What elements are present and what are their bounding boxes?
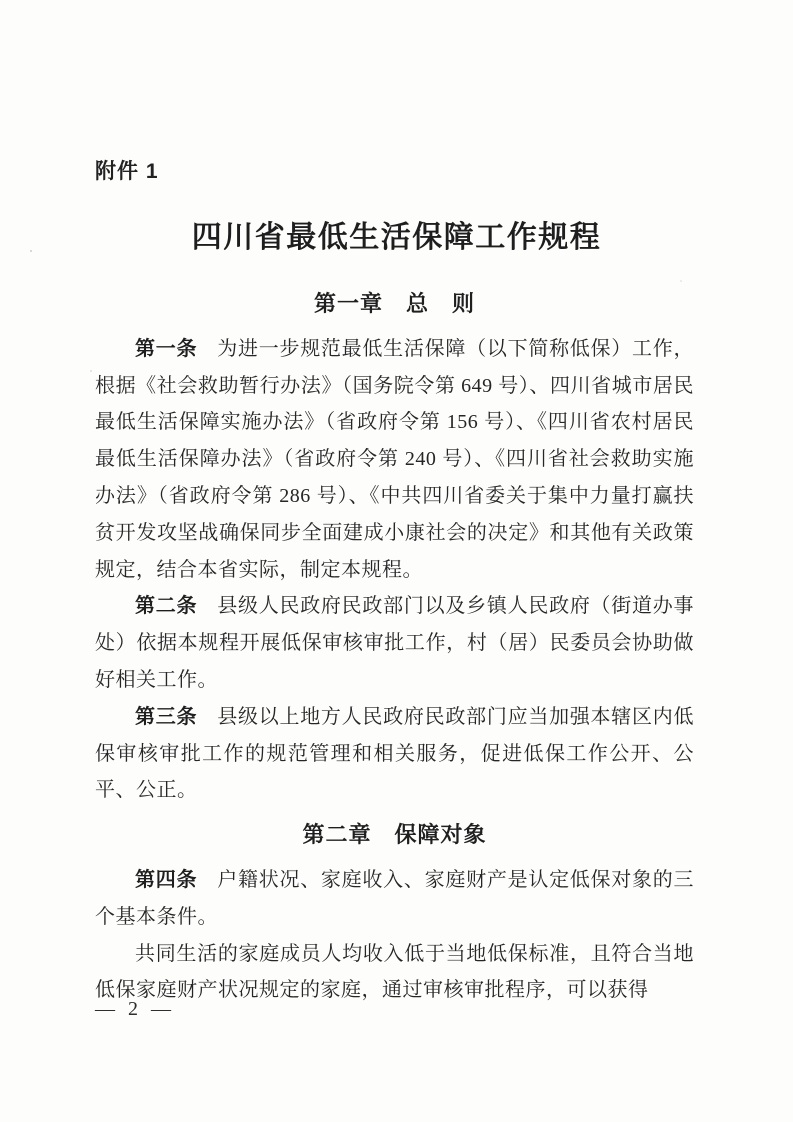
- article-4-paragraph: [95, 862, 694, 936]
- attachment-label: 附件 1: [95, 160, 159, 183]
- article-1-label: 第一条: [135, 337, 198, 360]
- document-body: [95, 278, 694, 1009]
- article-1-text: 为进一步规范最低生活保障（以下简称低保）工作，根据《社会救助暂行办法》（国务院令第 649 号）、四川省城市居民最低生活保障实施办法》（省政府令第 156 号）、《四川省农村居民最低生活保障办法》（省政府令第 240 号）、《四川省社会救助实施办法》（省政府令第 286 号）、《中共四川省委关于集中力量打赢扶贫开发攻坚战确保同步全面建成小康社会的决定》和其他有关政策规定，结合本省实际，制定本规程。: [95, 337, 695, 581]
- page-number: — 2 —: [95, 998, 175, 1020]
- article-4-label: 第四条: [135, 868, 198, 891]
- article-2-text: 县级人民政府民政部门以及乡镇人民政府（街道办事处）依据本规程开展低保审核审批工作，村（居）民委员会协助做好相关工作。: [95, 595, 695, 691]
- chapter-2-heading: 第二章 保障对象: [302, 822, 487, 848]
- article-3-label: 第三条: [135, 705, 198, 728]
- article-2-paragraph: [95, 588, 694, 698]
- article-2-label: 第二条: [135, 595, 198, 618]
- article-1-paragraph: [95, 331, 694, 589]
- chapter-1-heading: 第一章 总 则: [313, 291, 475, 316]
- article-3-paragraph: [95, 699, 694, 809]
- document-title: 四川省最低生活保障工作规程: [191, 221, 602, 254]
- article-4-text: 户籍状况、家庭收入、家庭财产是认定低保对象的三个基本条件。: [95, 868, 695, 928]
- article-4-continuation-paragraph: 共同生活的家庭成员人均收入低于当地低保标准，且符合当地低保家庭财产状况规定的家庭，通过审核审批程序，可以获得: [95, 942, 694, 1002]
- article-3-text: 县级以上地方人民政府民政部门应当加强本辖区内低保审核审批工作的规范管理和相关服务，促进低保工作公开、公平、公正。: [95, 705, 695, 802]
